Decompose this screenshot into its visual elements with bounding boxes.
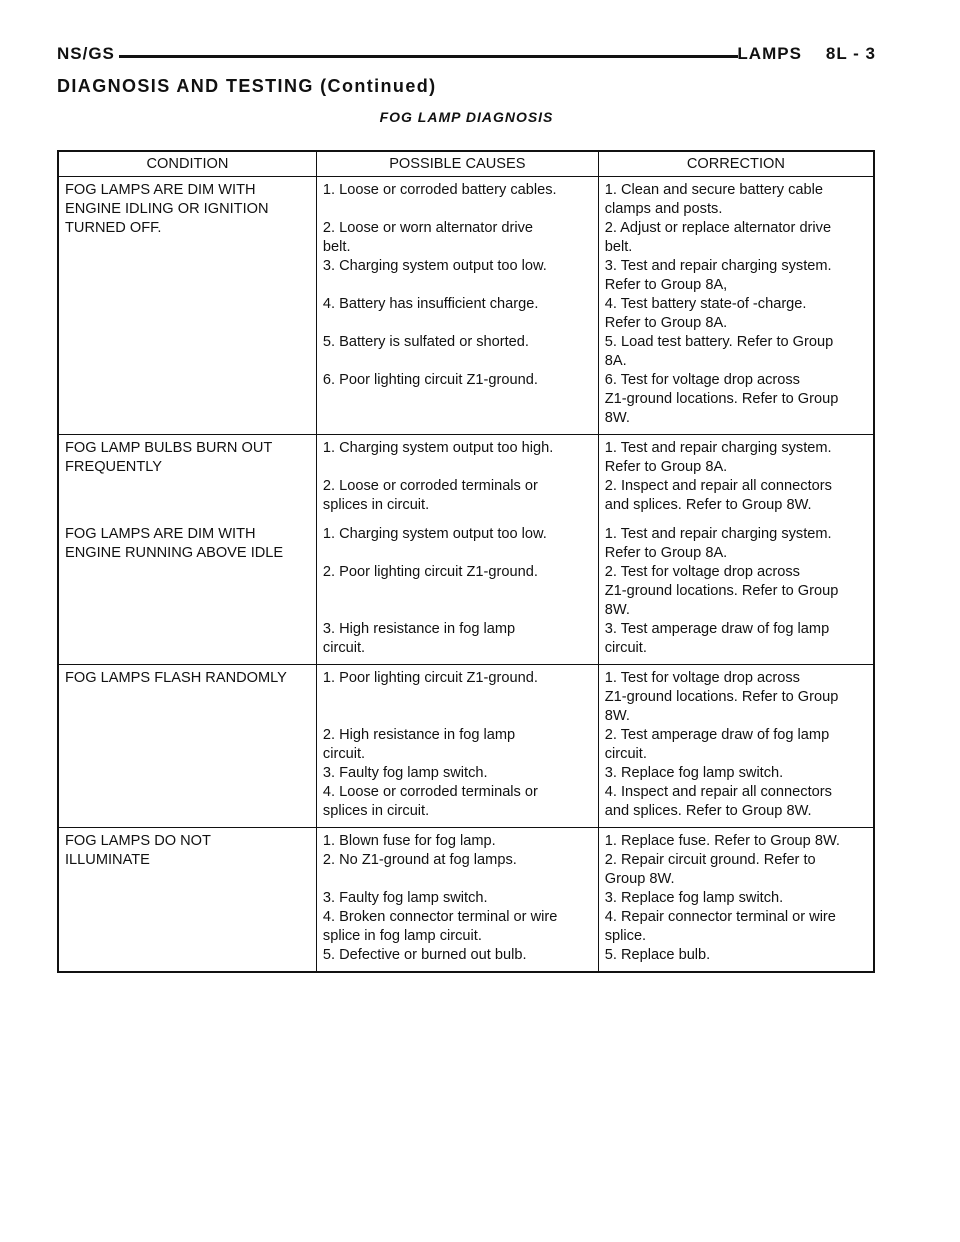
column-header-correction: CORRECTION — [598, 151, 874, 177]
causes-cell — [316, 435, 598, 522]
header-section: LAMPS — [737, 44, 802, 63]
cause-item: 1. Charging system output too high. — [322, 440, 554, 456]
corrections-cell — [598, 828, 874, 973]
page-header — [57, 44, 876, 70]
cause-item: 3. Faulty fog lamp switch. — [322, 890, 488, 906]
cause-item: 4. Battery has insufficient charge. — [322, 296, 539, 312]
correction-item: 1. Test and repair charging system. Refer to Group 8A. — [604, 526, 832, 561]
correction-item: 4. Repair connector terminal or wire splice. — [604, 909, 836, 944]
table-row — [58, 521, 874, 665]
causes-cell — [316, 177, 598, 435]
correction-item: 3. Test amperage draw of fog lamp circuit. — [604, 621, 830, 656]
condition-cell — [58, 828, 316, 973]
cause-item: 4. Broken connector terminal or wire splice in fog lamp circuit. — [322, 909, 558, 944]
condition-text: FOG LAMPS ARE DIM WITH ENGINE RUNNING ABOVE IDLE — [65, 526, 284, 561]
section-title: DIAGNOSIS AND TESTING (Continued) — [57, 76, 437, 96]
correction-item: 3. Replace fog lamp switch. — [604, 890, 784, 906]
corrections-cell — [598, 665, 874, 828]
cause-item: 6. Poor lighting circuit Z1-ground. — [322, 372, 538, 388]
table-body — [58, 177, 874, 973]
condition-cell — [58, 177, 316, 435]
column-header-causes: POSSIBLE CAUSES — [316, 151, 598, 177]
cause-item: 3. High resistance in fog lamp circuit. — [322, 621, 516, 656]
header-page-number: 8L - 3 — [825, 44, 876, 63]
correction-item: 2. Adjust or replace alternator drive belt. — [604, 220, 832, 255]
correction-item: 2. Repair circuit ground. Refer to Group 8W. — [604, 852, 816, 887]
cause-item: 1. Charging system output too low. — [322, 526, 547, 542]
table-header-row — [58, 151, 874, 177]
header-section-page — [737, 44, 876, 64]
table-row — [58, 177, 874, 435]
condition-cell — [58, 435, 316, 522]
causes-cell — [316, 665, 598, 828]
correction-item: 1. Clean and secure battery cable clamps and posts. — [604, 182, 823, 217]
cause-item: 2. Loose or worn alternator drive belt. — [322, 220, 534, 255]
condition-text: FOG LAMPS FLASH RANDOMLY — [65, 670, 287, 686]
header-rule — [119, 55, 738, 58]
table-row — [58, 828, 874, 973]
table-row — [58, 435, 874, 522]
correction-item: 1. Test for voltage drop across Z1-ground locations. Refer to Group 8W. — [604, 670, 839, 724]
correction-item: 5. Load test battery. Refer to Group 8A. — [604, 334, 834, 369]
correction-item: 2. Test for voltage drop across Z1-ground locations. Refer to Group 8W. — [604, 564, 839, 618]
condition-cell — [58, 521, 316, 665]
cause-item: 3. Faulty fog lamp switch. — [322, 765, 488, 781]
correction-item: 1. Test and repair charging system. Refer to Group 8A. — [604, 440, 832, 475]
corrections-cell — [598, 521, 874, 665]
condition-text: FOG LAMP BULBS BURN OUT FREQUENTLY — [65, 440, 273, 475]
cause-item: 1. Blown fuse for fog lamp. — [322, 833, 496, 849]
correction-item: 4. Test battery state-of -charge. Refer to Group 8A. — [604, 296, 807, 331]
corrections-cell — [598, 177, 874, 435]
cause-item: 2. Poor lighting circuit Z1-ground. — [322, 564, 538, 580]
cause-item: 2. No Z1-ground at fog lamps. — [322, 852, 517, 868]
cause-item: 1. Poor lighting circuit Z1-ground. — [322, 670, 538, 686]
correction-item: 2. Inspect and repair all connectors and splices. Refer to Group 8W. — [604, 478, 832, 513]
table-title: FOG LAMP DIAGNOSIS — [379, 109, 554, 125]
diagnosis-table — [57, 150, 875, 973]
column-header-condition: CONDITION — [58, 151, 316, 177]
correction-item: 6. Test for voltage drop across Z1-ground locations. Refer to Group 8W. — [604, 372, 839, 426]
condition-text: FOG LAMPS ARE DIM WITH ENGINE IDLING OR IGNITION TURNED OFF. — [65, 182, 269, 236]
cause-item: 3. Charging system output too low. — [322, 258, 547, 274]
correction-item: 3. Test and repair charging system. Refer to Group 8A, — [604, 258, 832, 293]
causes-cell — [316, 521, 598, 665]
cause-item: 2. Loose or corroded terminals or splices in circuit. — [322, 478, 538, 513]
cause-item: 5. Battery is sulfated or shorted. — [322, 334, 529, 350]
cause-item: 5. Defective or burned out bulb. — [322, 947, 527, 963]
correction-item: 4. Inspect and repair all connectors and splices. Refer to Group 8W. — [604, 784, 832, 819]
condition-cell — [58, 665, 316, 828]
header-model: NS/GS — [57, 44, 115, 63]
condition-text: FOG LAMPS DO NOT ILLUMINATE — [65, 833, 211, 868]
correction-item: 3. Replace fog lamp switch. — [604, 765, 784, 781]
cause-item: 1. Loose or corroded battery cables. — [322, 182, 557, 198]
cause-item: 4. Loose or corroded terminals or splices in circuit. — [322, 784, 538, 819]
cause-item: 2. High resistance in fog lamp circuit. — [322, 727, 516, 762]
correction-item: 2. Test amperage draw of fog lamp circuit. — [604, 727, 830, 762]
table-row — [58, 665, 874, 828]
correction-item: 1. Replace fuse. Refer to Group 8W. — [604, 833, 840, 849]
causes-cell — [316, 828, 598, 973]
corrections-cell — [598, 435, 874, 522]
correction-item: 5. Replace bulb. — [604, 947, 711, 963]
